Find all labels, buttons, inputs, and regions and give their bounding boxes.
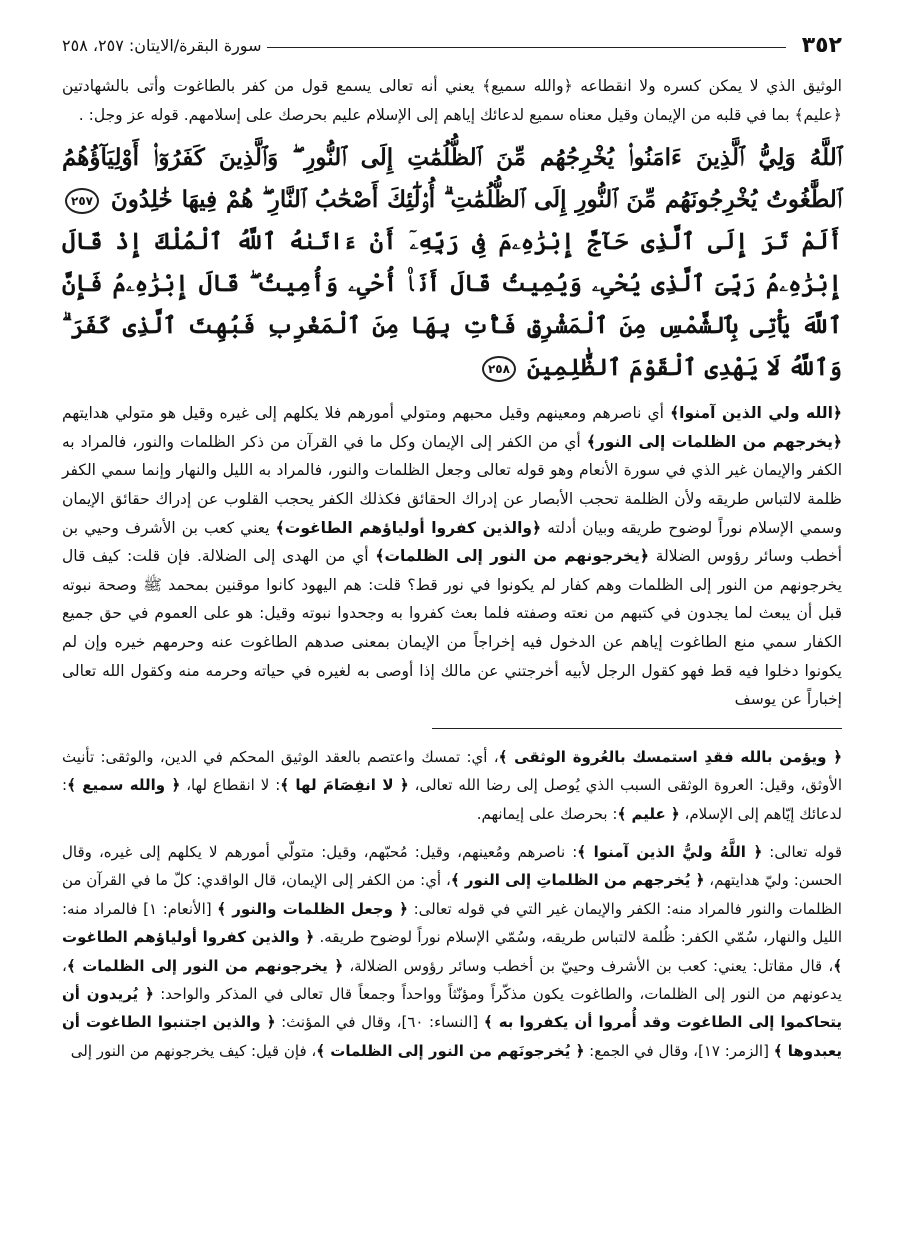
commentary-segment: أي من الكفر إلى الإيمان وكل ما في القرآن من ذكر الظلمات والنور، فالمراد به الكفر والإيمان غير الذي في سورة الأنعام وهو قوله تعالى وجعل الظلمات والنور، فالمراد به الليل والنهار وإنما سمي الكفر ظلمة لالتباس طريقه ولأن الظلمة تحجب الأبصار عن إدراك الحقائق فكذلك الكفر يحجب القلوب عن إدراك حقائق الإيمان وسمي الإسلام نوراً لوضوح طريقه وبيان أدلته bbox=[62, 432, 842, 537]
footnote-segment: ﴿ والذين اجتنبوا الطاغوت أن يعبدوها ﴾ bbox=[62, 1013, 842, 1060]
footnotes bbox=[62, 743, 842, 1065]
commentary-segment: أي من الهدى إلى الضلالة. فإن قلت: كيف قال يخرجونهم من النور إلى الظلمات وهم كفار لم يكونوا في نور قط؟ قلت: هم اليهود كانوا موقنين بمحمد ﷺ وصحة نبوته قبل أن يبعث لما يجدون في كتبهم من نعته وصفته فلما بعث كفروا به وجحدوا نبوته وقيل: هو على العموم في حق جميع الكفار سمي منع الطاغوت إياهم عن الدخول فيه إخراجاً من الإيمان بمعنى صدهم الطاغوت عنه وحرمهم خيره وإن لم يكونوا دخلوا فيه قط فهو كقول الرجل لأبيه أخرجتني عن مالك إذا أوصى به لغيره في حياته وحرمه منه وكقول الله تعالى إخباراً عن يوسف bbox=[62, 547, 842, 709]
verse-257-text: ٱللَّهُ وَلِيُّ ٱلَّذِينَ ءَامَنُوا۟ يُخْرِجُهُم مِّنَ ٱلظُّلُمَٰتِ إِلَى ٱلنُّورِ ۖ وَٱلَّذِينَ كَفَرُوٓا۟ أَوْلِيَآؤُهُمُ ٱلطَّٰغُوتُ يُخْرِجُونَهُم مِّنَ ٱلنُّورِ إِلَى ٱلظُّلُمَٰتِ ۗ أُو۟لَٰٓئِكَ أَصْحَٰبُ ٱلنَّارِ ۖ هُمْ فِيهَا خَٰلِدُونَ bbox=[62, 144, 843, 214]
footnote-segment: ﴿ لا انفِصَامَ لها ﴾ bbox=[280, 776, 409, 795]
running-title: سورة البقرة/الايتان: ٢٥٧، ٢٥٨ bbox=[62, 35, 262, 55]
page-header bbox=[62, 30, 842, 60]
footnote-segment: ﴿ يُخرجونَهم من النور إلى الظلمات ﴾ bbox=[316, 1041, 585, 1060]
footnote-segment: ، أي: تمسك واعتصم بالعقد الوثيق المحكم في الدين، والوثقى: تأنيث الأوثق، وقيل: العروة الوثقى السبب الذي يُوصل إلى رضا الله تعالى، bbox=[62, 747, 842, 795]
footnote-segment: : لا انقطاع لها، bbox=[180, 776, 281, 795]
commentary-segment: أي ناصرهم ومعينهم وقيل محبهم ومتولي أمورهم فلا يكلهم إلى غيره وقيل هو متولي هدايتهم bbox=[62, 404, 671, 423]
main-commentary bbox=[62, 72, 842, 714]
footnote-segment: ، يدعونهم من النور إلى الظلمات، والطاغوت يكون مذكّراً ومؤنّثاً وواحداً وجمعاً قال تعالى في المذكر والواحد: bbox=[62, 956, 842, 1003]
commentary-segment: ﴿والذين كفروا أولياؤهم الطاغوت﴾ bbox=[275, 518, 542, 537]
footnote-segment: ﴿ عليم ﴾ bbox=[617, 804, 680, 823]
quran-verses bbox=[62, 137, 842, 389]
footnote-segment: ، فإن قيل: كيف يخرجونهم من النور إلى bbox=[70, 1041, 317, 1060]
verse-257-marker: ٢٥٧ bbox=[65, 188, 99, 214]
verse-258-text: أَلَمْ تَرَ إِلَى ٱلَّذِى حَآجَّ إِبْرَٰهِۦمَ فِى رَبِّهِۦٓ أَنْ ءَاتَىٰهُ ٱللَّهُ ٱلْمُلْكَ إِذْ قَالَ إِبْرَٰهِۦمُ رَبِّىَ ٱلَّذِى يُحْىِۦ وَيُمِيتُ قَالَ أَنَا۠ أُحْىِۦ وَأُمِيتُ ۖ قَالَ إِبْرَٰهِۦمُ فَإِنَّ ٱللَّهَ يَأْتِى بِٱلشَّمْسِ مِنَ ٱلْمَشْرِقِ فَأْتِ بِهَا مِنَ ٱلْمَغْرِبِ فَبُهِتَ ٱلَّذِى كَفَرَ ۗ وَٱللَّهُ لَا يَهْدِى ٱلْقَوْمَ ٱلظَّٰلِمِينَ bbox=[62, 228, 842, 382]
commentary-segment: ﴿يخرجهم من الظلمات إلى النور﴾ bbox=[586, 432, 842, 451]
footnote-segment: [الزمر: ١٧]، وقال في الجمع: bbox=[584, 1041, 774, 1060]
footnote-divider bbox=[432, 728, 842, 729]
footnote-segment: قوله تعالى: bbox=[762, 842, 843, 861]
footnote-2 bbox=[62, 838, 842, 1065]
footnote-segment: [الأنعام: ١] فالمراد منه: الليل والنهار، سُمّي الكفر: ظُلمة لالتباس طريقه، وسُمّي الإسلام نوراً لوضوح طريقه. bbox=[62, 899, 842, 947]
intro-paragraph: الوثيق الذي لا يمكن كسره ولا انقطاعه ﴿والله سميع﴾ يعني أنه تعالى يسمع قول من كفر بالطاغوت وأتى بالشهادتين ﴿عليم﴾ بما في قلبه من الإيمان وقيل معناه سميع لدعائك إياهم إلى الإسلام عليم بحرصك على إسلامهم. قوله عز وجل: . bbox=[62, 77, 842, 124]
footnote-segment: ، أي: من الكفر إلى الإيمان، قال الواقدي: كلّ ما في القرآن من الظلمات والنور فالمراد منه: الكفر والإيمان غير التي في قوله تعالى: bbox=[62, 871, 842, 918]
page-number: ٣٥٢ bbox=[801, 32, 842, 58]
footnote-segment: ، قال مقاتل: يعني: كعب بن الأشرف وحييّ بن أخطب وسائر رؤوس الضلالة، bbox=[343, 956, 834, 975]
commentary-segment: ﴿الله ولي الذين آمنوا﴾ bbox=[670, 404, 842, 423]
footnote-segment: ﴿ ويؤمن بالله فقدِ استمسك بالعُروة الوثقى ﴾ bbox=[498, 747, 842, 766]
footnote-segment: ﴿ وجعل الظلمات والنور ﴾ bbox=[217, 899, 408, 918]
footnote-segment: : بحرصك على إيمانهم. bbox=[476, 804, 618, 823]
footnote-segment: [النساء: ٦٠]، وقال في المؤنث: bbox=[275, 1013, 484, 1032]
footnote-segment: ﴿ يخرجونهم من النور إلى الظلمات ﴾ bbox=[66, 956, 344, 975]
commentary-segment: ﴿يخرجونهم من النور إلى الظلمات﴾ bbox=[375, 547, 649, 566]
book-page bbox=[62, 30, 842, 1230]
header-divider bbox=[267, 47, 785, 48]
footnote-segment: ﴿ يُخرجهم من الظلماتِ إلى النور ﴾ bbox=[450, 871, 705, 890]
footnote-segment: ﴿ والله سميع ﴾ bbox=[67, 776, 181, 795]
commentary-paragraph bbox=[62, 399, 842, 714]
footnote-segment: ﴿ اللَّهُ وليُّ الذين آمنوا ﴾ bbox=[577, 842, 763, 861]
footnote-1 bbox=[62, 743, 842, 828]
footnote-segment: ﴿ يُريدون أن يتحاكموا إلى الطاغوت وقد أُمروا أن يكفروا به ﴾ bbox=[62, 984, 843, 1032]
footnote-segment: : ناصرهم ومُعينهم، وقيل: مُحبّهم، وقيل: متولّي أمورهم لا يكلهم إلى غيره، وقال الحسن: وليّ هدايتهم، bbox=[62, 842, 843, 890]
footnote-segment: ﴿ والذين كفروا أولياؤهم الطاغوت ﴾ bbox=[62, 928, 842, 975]
verse-258-marker: ٢٥٨ bbox=[482, 356, 516, 382]
commentary-segment: يعني كعب بن الأشرف وحيي بن أخطب وسائر رؤوس الضلالة bbox=[62, 518, 842, 566]
footnote-segment: : لدعائك إيّاهم إلى الإسلام، bbox=[62, 776, 842, 823]
